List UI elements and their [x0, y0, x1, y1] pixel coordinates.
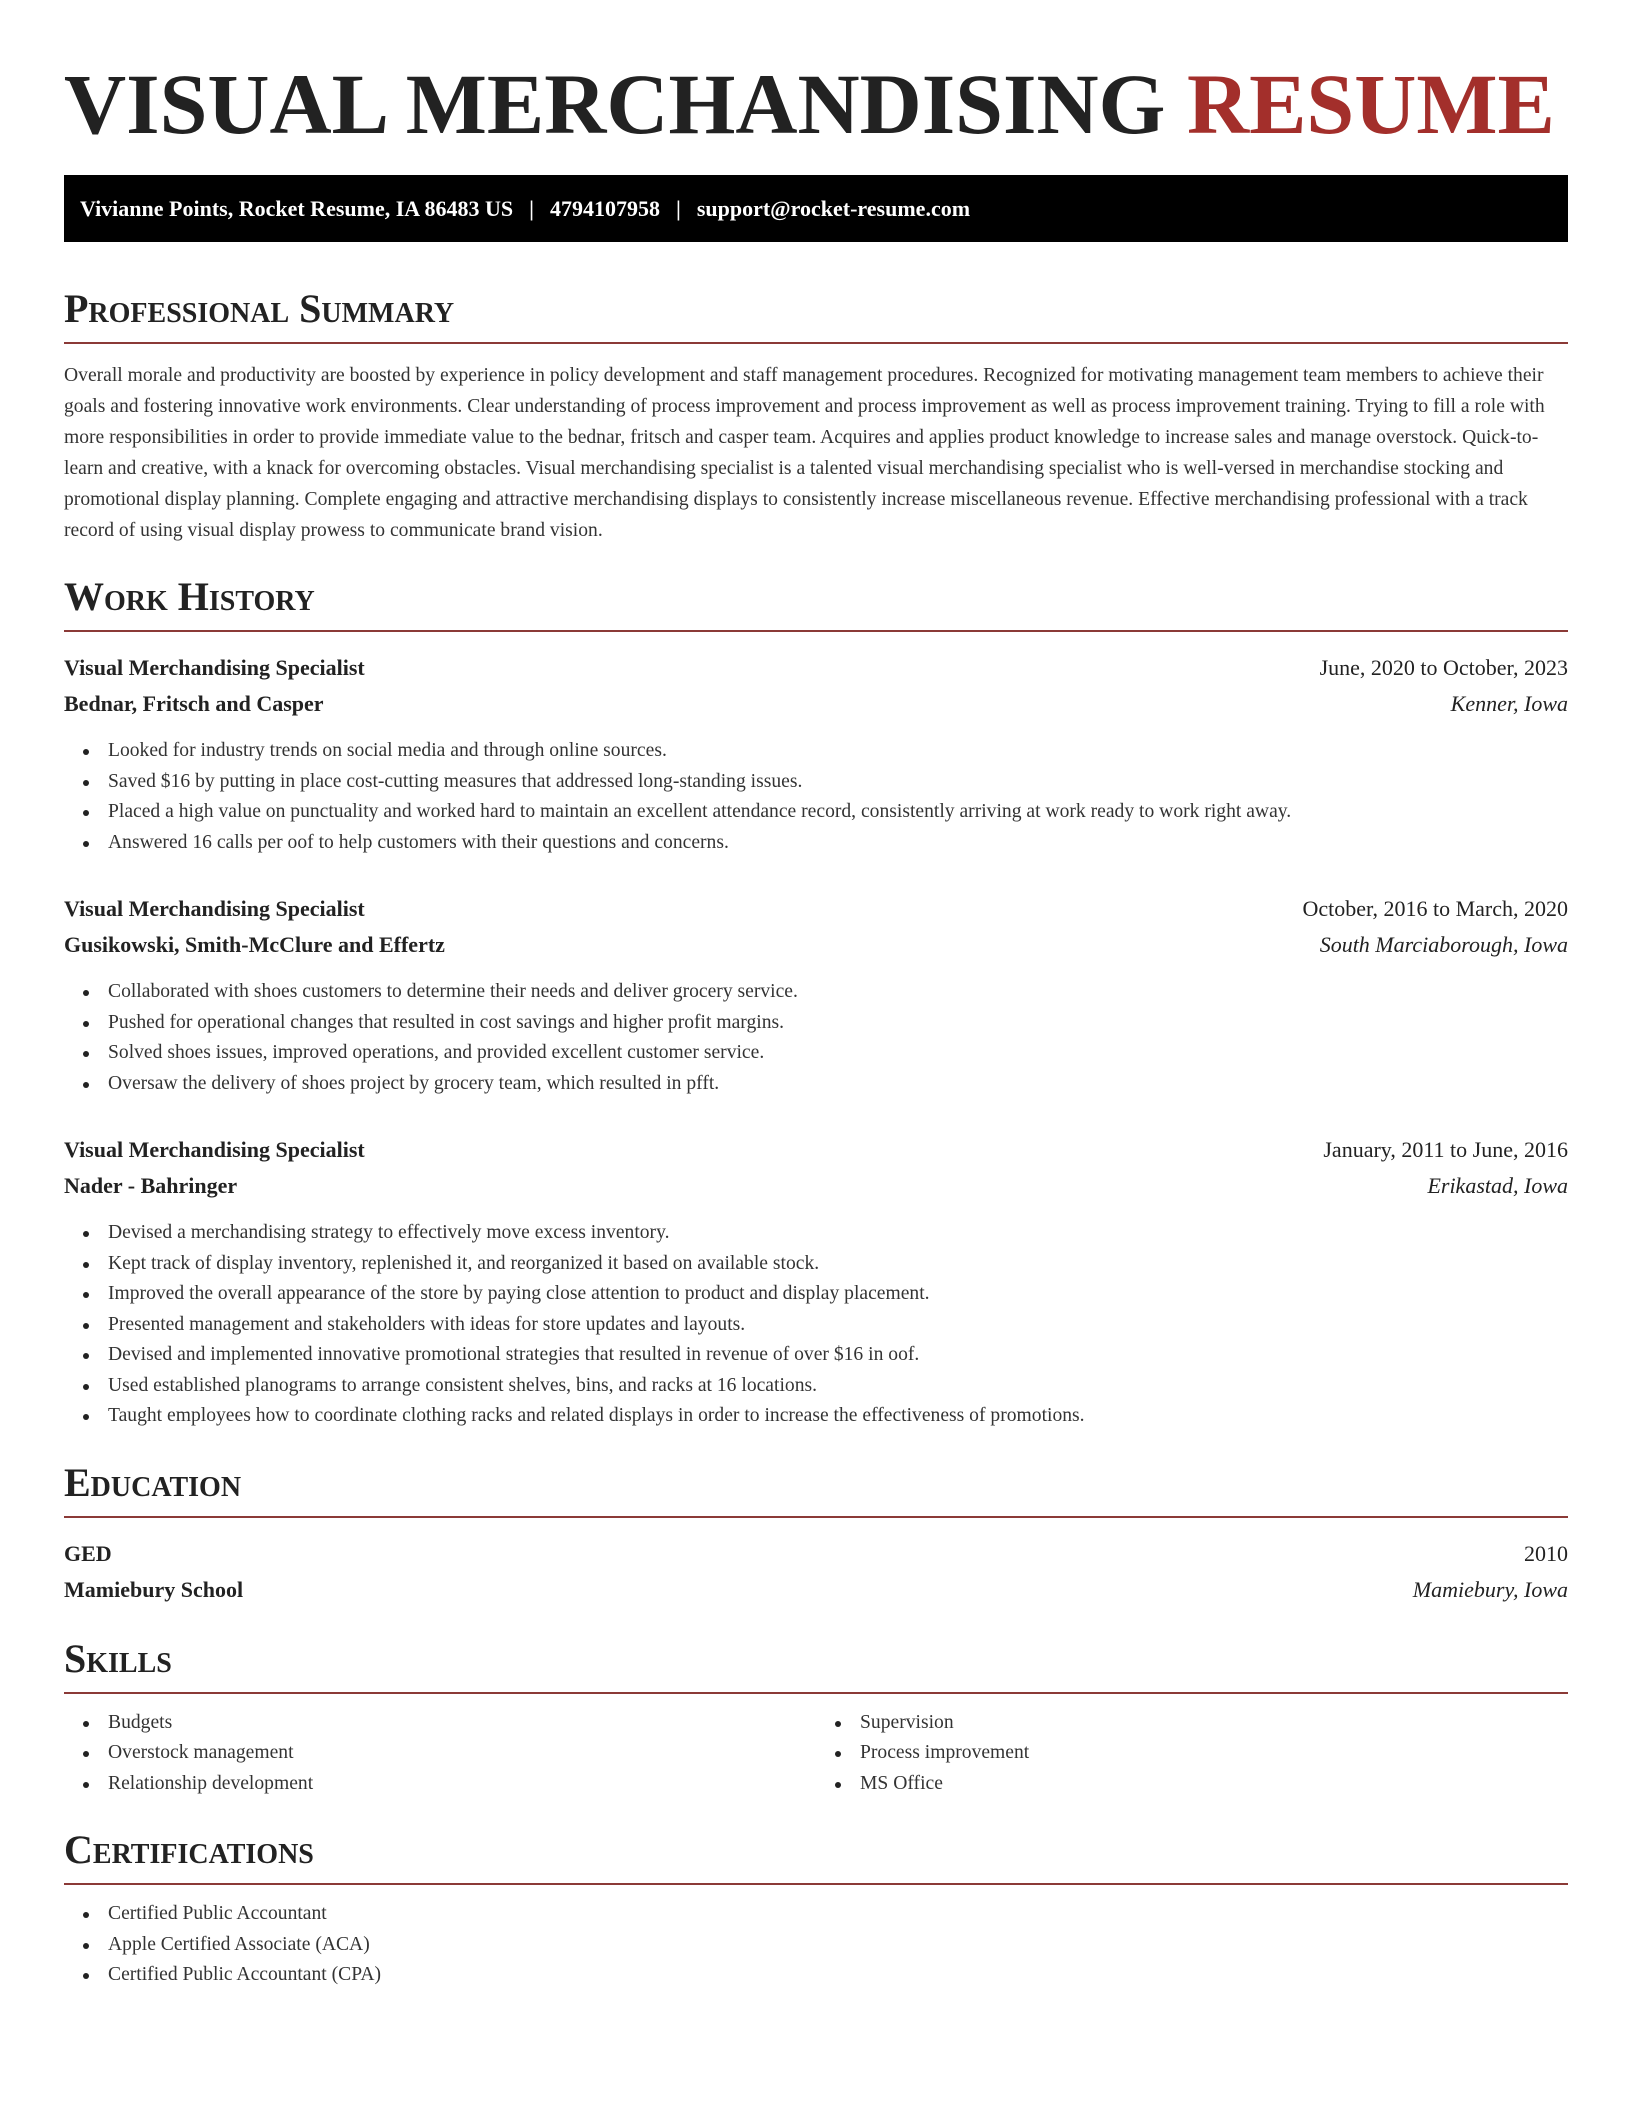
contact-phone: 4794107958	[549, 195, 660, 221]
list-item: Devised and implemented innovative promotional strategies that resulted in revenue of over $16 in oof.	[108, 1340, 1568, 1371]
list-item: Relationship development	[108, 1769, 816, 1800]
list-item: Supervision	[860, 1708, 1568, 1739]
list-item: Presented management and stakeholders with ideas for store updates and layouts.	[108, 1310, 1568, 1341]
list-item: Looked for industry trends on social media and through online sources.	[108, 736, 1568, 767]
job-bullets	[64, 1218, 1568, 1432]
resume-page	[64, 0, 1568, 1991]
job-company: Bednar, Fritsch and Casper	[64, 691, 324, 716]
list-item: Certified Public Accountant	[108, 1899, 1568, 1930]
list-item: Collaborated with shoes customers to determine their needs and deliver grocery service.	[108, 977, 1568, 1008]
job-title-row	[64, 891, 1568, 927]
job-dates: June, 2020 to October, 2023	[1319, 655, 1568, 680]
contact-bar	[64, 175, 1568, 242]
job-entry	[64, 650, 1568, 858]
job-company-row	[64, 686, 1568, 722]
job-bullets	[64, 736, 1568, 858]
education-school: Mamiebury School	[64, 1576, 244, 1602]
job-dates: January, 2011 to June, 2016	[1323, 1137, 1568, 1162]
contact-separator: |	[529, 195, 534, 221]
skills-grid	[64, 1708, 1568, 1800]
list-item: Apple Certified Associate (ACA)	[108, 1930, 1568, 1961]
education-degree: GED	[64, 1540, 112, 1566]
education-degree-row	[64, 1536, 1568, 1572]
summary-text: Overall morale and productivity are boosted by experience in policy development and staff management procedures. Recognized for motivating management team members to achieve their goals and fostering innovative work environments. Clear understanding of process improvement and process improvement as well as process improvement training. Trying to fill a role with more responsibilities in order to provide immediate value to the bednar, fritsch and casper team. Acquires and applies product knowledge to increase sales and manage overstock. Quick-to-learn and creative, with a knack for overcoming obstacles. Visual merchandising specialist is a talented visual merchandising specialist who is well-versed in merchandise stocking and promotional display planning. Complete engaging and attractive merchandising displays to consistently increase miscellaneous revenue. Effective merchandising professional with a track record of using visual display prowess to communicate brand vision.	[64, 365, 1545, 541]
resume-title	[64, 56, 1568, 152]
job-title: Visual Merchandising Specialist	[64, 896, 365, 921]
list-item: Placed a high value on punctuality and worked hard to maintain an excellent attendance record, consistently arriving at work ready to work right away.	[108, 797, 1568, 828]
title-main: VISUAL MERCHANDISING	[64, 56, 1166, 152]
section-heading: Education	[64, 1460, 1568, 1518]
job-dates: October, 2016 to March, 2020	[1302, 896, 1568, 921]
section-heading: Certifications	[64, 1827, 1568, 1885]
job-title: Visual Merchandising Specialist	[64, 1137, 365, 1162]
list-item: Taught employees how to coordinate clothing racks and related displays in order to increase the effectiveness of promotions.	[108, 1401, 1568, 1432]
list-item: Pushed for operational changes that resulted in cost savings and higher profit margins.	[108, 1008, 1568, 1039]
list-item: Answered 16 calls per oof to help customers with their questions and concerns.	[108, 828, 1568, 859]
job-title-row	[64, 1132, 1568, 1168]
job-company-row	[64, 1168, 1568, 1204]
list-item: Overstock management	[108, 1738, 816, 1769]
job-location: South Marciaborough, Iowa	[1319, 932, 1568, 957]
contact-email: support@rocket-resume.com	[696, 195, 971, 221]
education-school-row	[64, 1572, 1568, 1608]
title-accent: RESUME	[1186, 56, 1555, 152]
work-history-section	[64, 574, 1568, 1432]
education-section	[64, 1460, 1568, 1608]
list-item: Saved $16 by putting in place cost-cutting measures that addressed long-standing issues.	[108, 767, 1568, 798]
contact-separator: |	[675, 195, 681, 221]
job-title: Visual Merchandising Specialist	[64, 655, 365, 680]
skills-section	[64, 1636, 1568, 1800]
skills-column-left	[64, 1708, 816, 1800]
job-bullets	[64, 977, 1568, 1099]
list-item: Improved the overall appearance of the store by paying close attention to product and display placement.	[108, 1279, 1568, 1310]
skills-column-right	[816, 1708, 1568, 1800]
section-heading: Professional Summary	[64, 286, 1568, 344]
education-entry	[64, 1536, 1568, 1608]
certifications-section	[64, 1827, 1568, 1991]
job-company-row	[64, 927, 1568, 963]
job-company: Nader - Bahringer	[64, 1173, 238, 1198]
certifications-list	[64, 1899, 1568, 1991]
list-item: Certified Public Accountant (CPA)	[108, 1960, 1568, 1991]
job-location: Kenner, Iowa	[1450, 691, 1568, 716]
list-item: Process improvement	[860, 1738, 1568, 1769]
list-item: Devised a merchandising strategy to effectively move excess inventory.	[108, 1218, 1568, 1249]
list-item: MS Office	[860, 1769, 1568, 1800]
job-title-row	[64, 650, 1568, 686]
job-entry	[64, 891, 1568, 1099]
job-company: Gusikowski, Smith-McClure and Effertz	[64, 932, 445, 957]
list-item: Kept track of display inventory, replenished it, and reorganized it based on available stock.	[108, 1249, 1568, 1280]
job-location: Erikastad, Iowa	[1427, 1173, 1568, 1198]
education-year: 2010	[1524, 1540, 1568, 1566]
education-location: Mamiebury, Iowa	[1412, 1576, 1568, 1602]
summary-section	[64, 286, 1568, 546]
list-item: Used established planograms to arrange consistent shelves, bins, and racks at 16 locations.	[108, 1371, 1568, 1402]
contact-address: Vivianne Points, Rocket Resume, IA 86483 US	[80, 195, 514, 221]
list-item: Solved shoes issues, improved operations, and provided excellent customer service.	[108, 1038, 1568, 1069]
job-entry	[64, 1132, 1568, 1432]
section-heading: Skills	[64, 1636, 1568, 1694]
list-item: Oversaw the delivery of shoes project by grocery team, which resulted in pfft.	[108, 1069, 1568, 1100]
section-heading: Work History	[64, 574, 1568, 632]
list-item: Budgets	[108, 1708, 816, 1739]
